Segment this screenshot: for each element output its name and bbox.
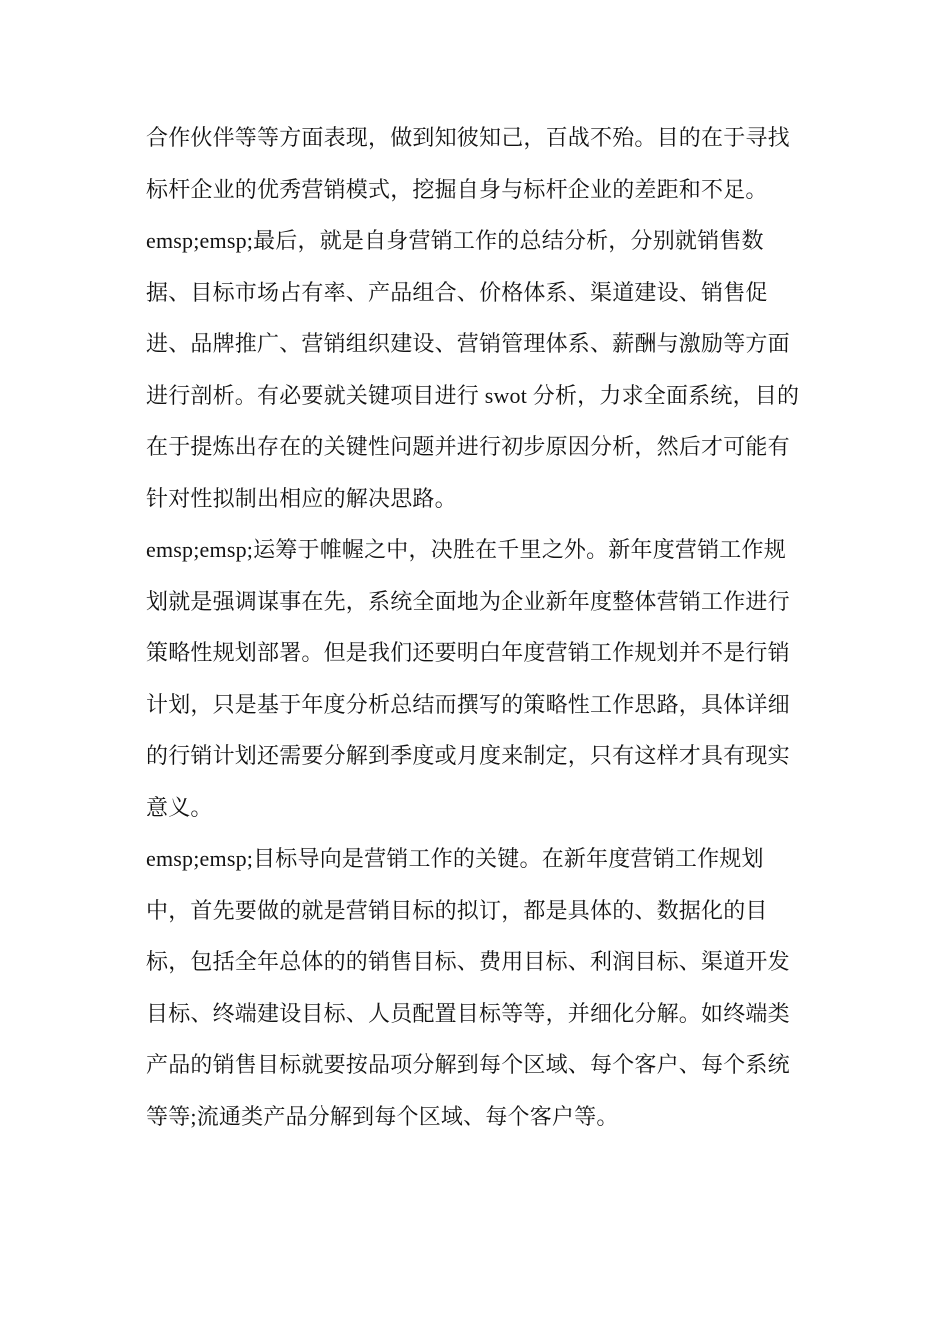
text-line: 产品的销售目标就要按品项分解到每个区域、每个客户、每个系统 xyxy=(146,1052,790,1077)
text-line: 在于提炼出存在的关键性问题并进行初步原因分析，然后才可能有 xyxy=(146,434,790,459)
text-line: 意义。 xyxy=(146,794,213,820)
text-line: 标，包括全年总体的的销售目标、费用目标、利润目标、渠道开发 xyxy=(146,949,790,974)
text-line: 合作伙伴等等方面表现，做到知彼知己，百战不殆。目的在于寻找 xyxy=(146,125,790,150)
text-line: 目标、终端建设目标、人员配置目标等等，并细化分解。如终端类 xyxy=(146,1000,790,1026)
text-line: 的行销计划还需要分解到季度或月度来制定，只有这样才具有现实 xyxy=(146,743,790,768)
text-line: emsp;emsp;最后，就是自身营销工作的总结分析，分别就销售数 xyxy=(146,228,764,253)
text-line: 计划，只是基于年度分析总结而撰写的策略性工作思路，具体详细 xyxy=(146,691,790,717)
text-line: 进、品牌推广、营销组织建设、营销管理体系、薪酬与激励等方面 xyxy=(146,331,790,356)
body-text xyxy=(146,112,806,1142)
text-line: emsp;emsp;目标导向是营销工作的关键。在新年度营销工作规划 xyxy=(146,846,764,871)
text-line: emsp;emsp;运筹于帷幄之中，决胜在千里之外。新年度营销工作规 xyxy=(146,537,786,562)
text-line: 据、目标市场占有率、产品组合、价格体系、渠道建设、销售促 xyxy=(146,279,768,305)
text-line: 标杆企业的优秀营销模式，挖掘自身与标杆企业的差距和不足。 xyxy=(146,176,768,202)
text-line: 进行剖析。有必要就关键项目进行 swot 分析，力求全面系统，目的 xyxy=(146,382,800,408)
text-line: 策略性规划部署。但是我们还要明白年度营销工作规划并不是行销 xyxy=(146,640,790,665)
text-line: 等等;流通类产品分解到每个区域、每个客户等。 xyxy=(146,1103,619,1129)
text-line: 针对性拟制出相应的解决思路。 xyxy=(146,485,457,511)
text-line: 划就是强调谋事在先，系统全面地为企业新年度整体营销工作进行 xyxy=(146,588,790,614)
text-line: 中，首先要做的就是营销目标的拟订，都是具体的、数据化的目 xyxy=(146,897,768,923)
